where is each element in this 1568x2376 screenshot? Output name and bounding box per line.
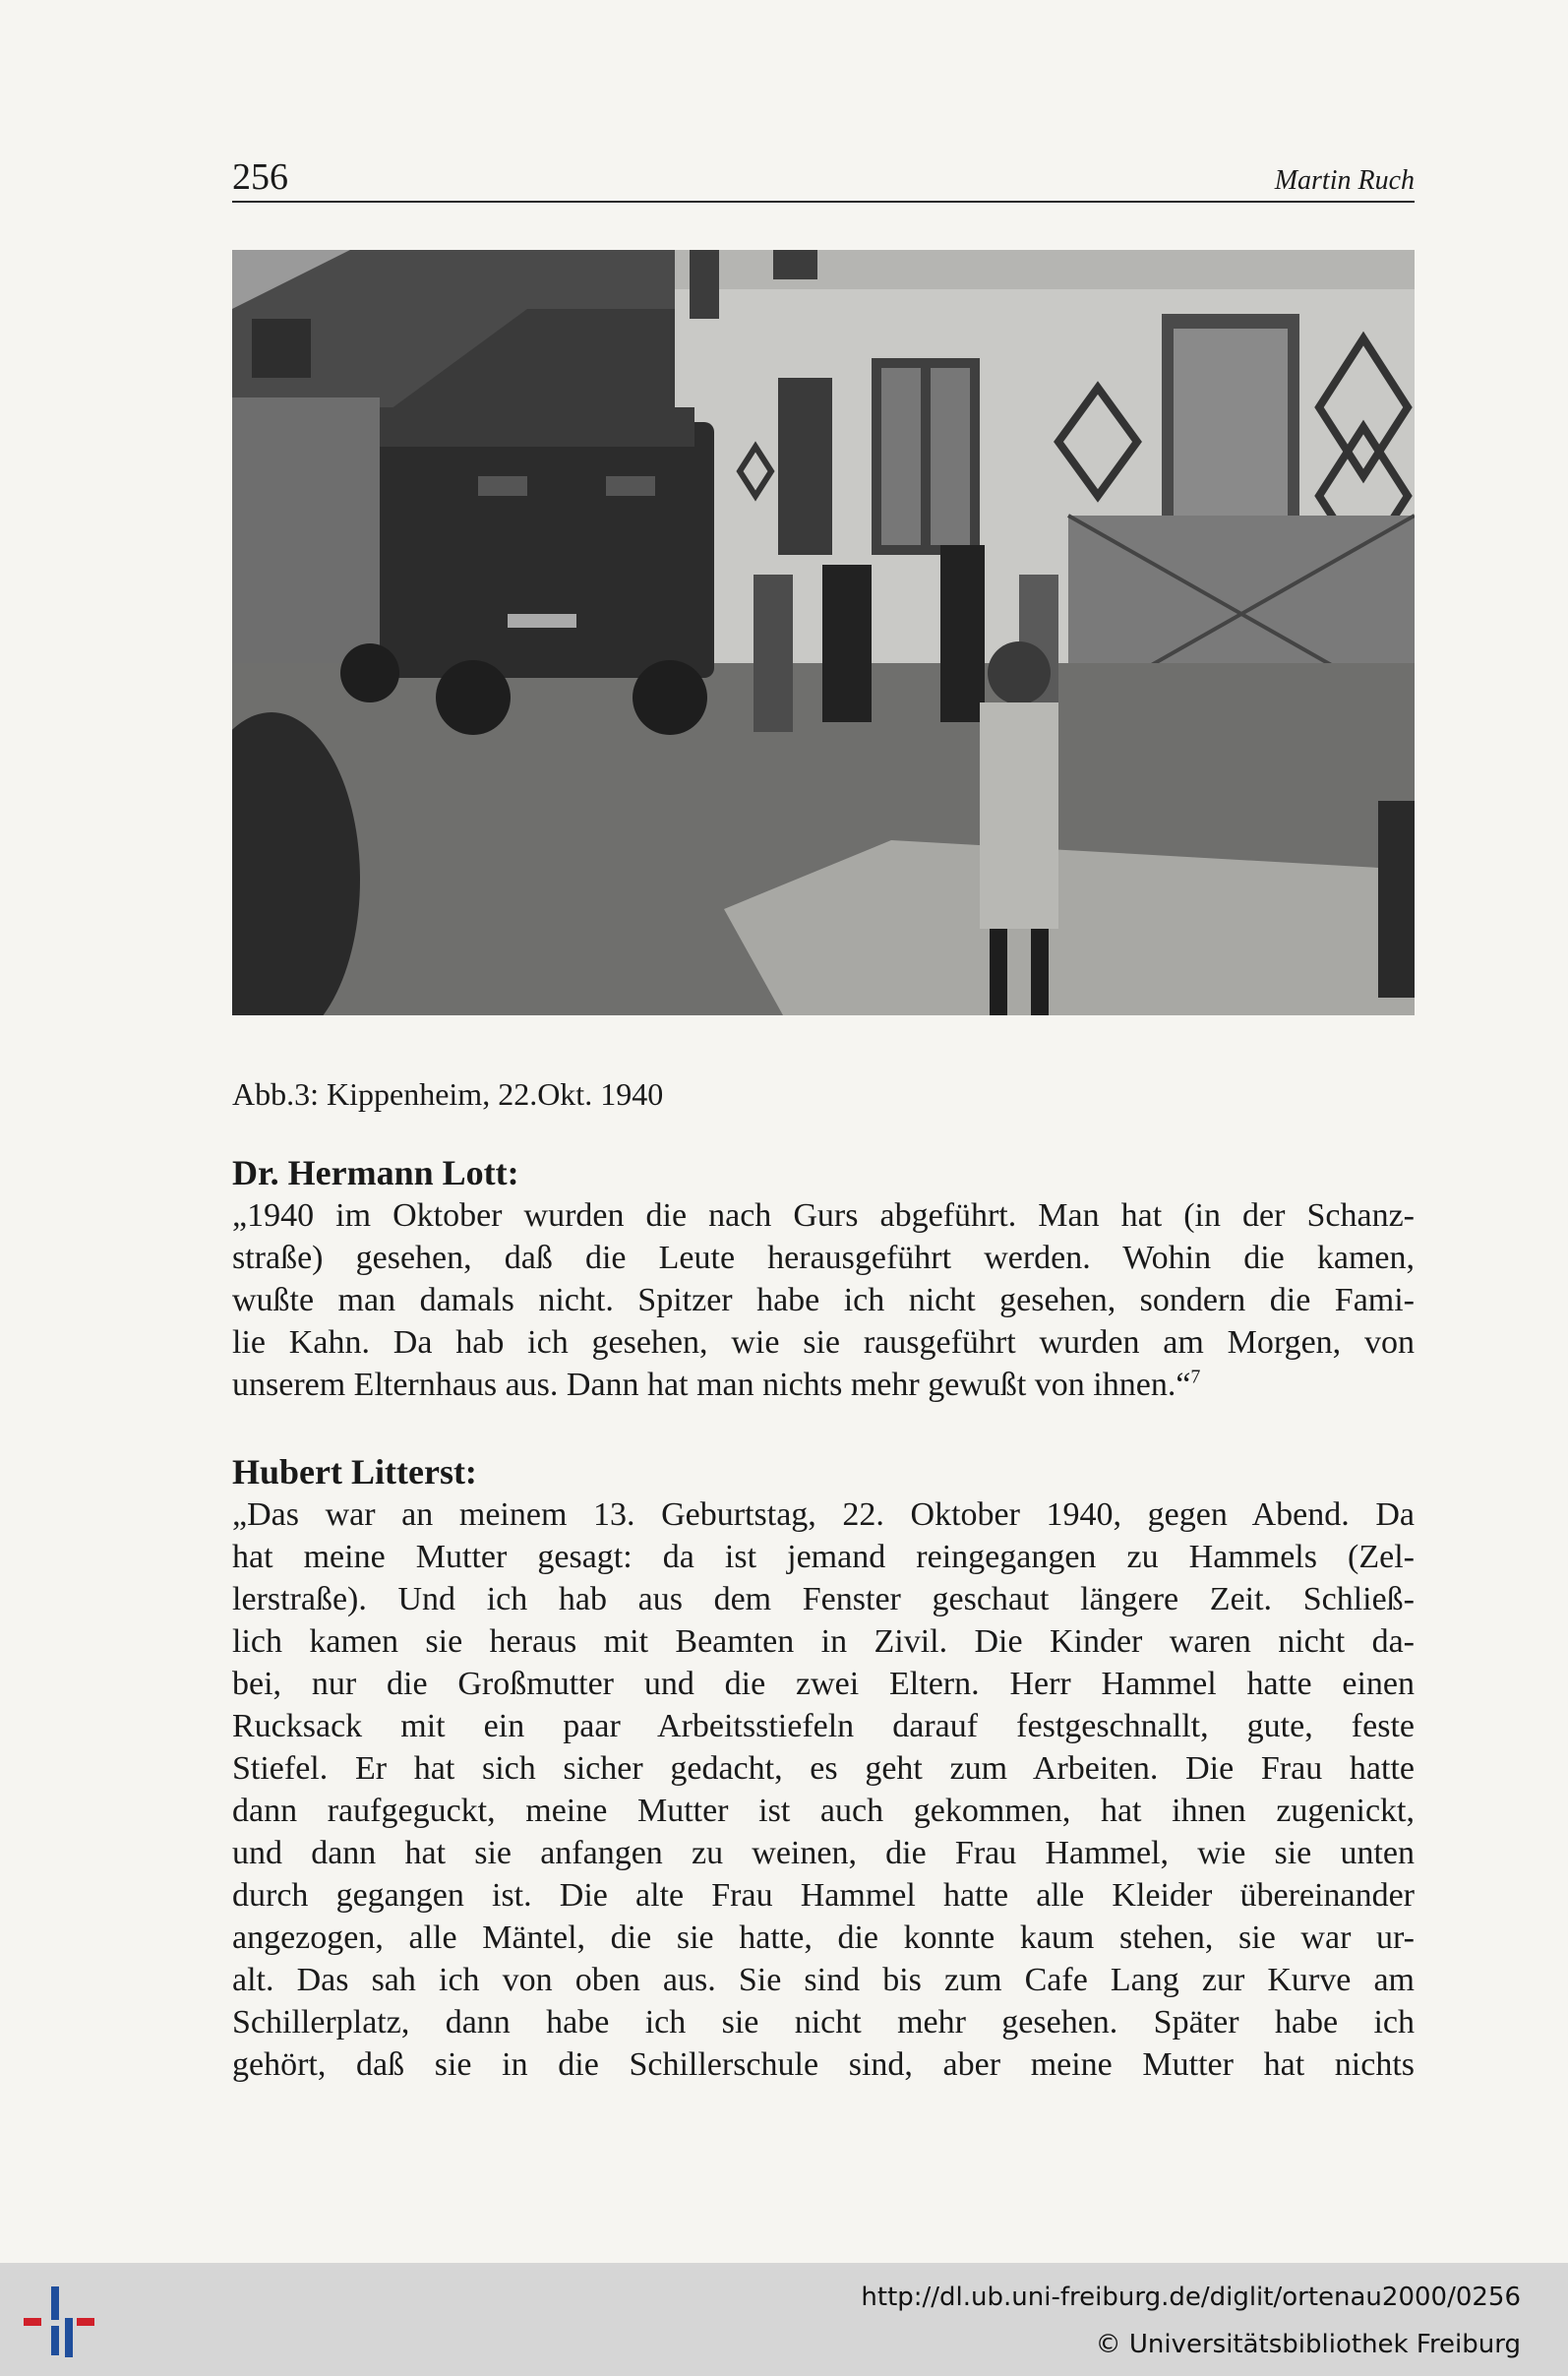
text-line-with-footnote — [232, 1364, 1415, 1406]
text-line: straße) gesehen, daß die Leute herausgeführt werden. Wohin die kamen, — [232, 1240, 1415, 1276]
text-line: gehört, daß sie in die Schillerschule sind, aber meine Mutter hat nichts — [232, 2046, 1415, 2083]
text-line: alt. Das sah ich von oben aus. Sie sind bis zum Cafe Lang zur Kurve am — [232, 1962, 1415, 1998]
text-line: angezogen, alle Mäntel, die sie hatte, die konnte kaum stehen, sie war ur- — [232, 1919, 1415, 1956]
text-line: bei, nur die Großmutter und die zwei Eltern. Herr Hammel hatte einen — [232, 1666, 1415, 1702]
page-number: 256 — [232, 156, 288, 198]
text-line: wußte man damals nicht. Spitzer habe ich nicht gesehen, sondern die Fami- — [232, 1282, 1415, 1318]
text-line: lich kamen sie heraus mit Beamten in Zivil. Die Kinder waren nicht da- — [232, 1623, 1415, 1660]
historical-photo — [232, 250, 1415, 1015]
text-line: lie Kahn. Da hab ich gesehen, wie sie rausgeführt wurden am Morgen, von — [232, 1324, 1415, 1361]
speaker-heading: Dr. Hermann Lott: — [232, 1153, 519, 1192]
text-line: unserem Elternhaus aus. Dann hat man nichts mehr gewußt von ihnen.“ — [232, 1367, 1191, 1403]
copyright-notice: © Universitätsbibliothek Freiburg — [1095, 2330, 1521, 2359]
speaker-heading: Hubert Litterst: — [232, 1452, 477, 1492]
text-line: Schillerplatz, dann habe ich sie nicht mehr gesehen. Später habe ich — [232, 2004, 1415, 2041]
text-line: „1940 im Oktober wurden die nach Gurs abgeführt. Man hat (in der Schanz- — [232, 1197, 1415, 1234]
text-line: und dann hat sie anfangen zu weinen, die Frau Hammel, wie sie unten — [232, 1835, 1415, 1871]
running-head-author: Martin Ruch — [1274, 165, 1415, 196]
ub-freiburg-logo-icon — [22, 2279, 100, 2361]
interview-section-lott — [232, 1151, 1415, 1406]
interview-section-litterst — [232, 1450, 1415, 2086]
text-line: „Das war an meinem 13. Geburtstag, 22. Oktober 1940, gegen Abend. Da — [232, 1496, 1415, 1533]
text-line: Stiefel. Er hat sich sicher gedacht, es geht zum Arbeiten. Die Frau hatte — [232, 1750, 1415, 1787]
footnote-marker: 7 — [1190, 1366, 1201, 1388]
photo-illustration — [232, 250, 1415, 1015]
running-head — [232, 150, 1415, 203]
document-url-link[interactable]: http://dl.ub.uni-freiburg.de/diglit/ortenau2000/0256 — [861, 2283, 1521, 2312]
text-line: durch gegangen ist. Die alte Frau Hammel hatte alle Kleider übereinander — [232, 1877, 1415, 1914]
text-line: lerstraße). Und ich hab aus dem Fenster geschaut längere Zeit. Schließ- — [232, 1581, 1415, 1617]
text-line: hat meine Mutter gesagt: da ist jemand reingegangen zu Hammels (Zel- — [232, 1539, 1415, 1575]
text-line: Rucksack mit ein paar Arbeitsstiefeln darauf festgeschnallt, gute, feste — [232, 1708, 1415, 1744]
text-line: dann raufgeguckt, meine Mutter ist auch gekommen, hat ihnen zugenickt, — [232, 1793, 1415, 1829]
figure-caption: Abb.3: Kippenheim, 22.Okt. 1940 — [232, 1076, 664, 1112]
library-footer — [0, 2263, 1568, 2376]
